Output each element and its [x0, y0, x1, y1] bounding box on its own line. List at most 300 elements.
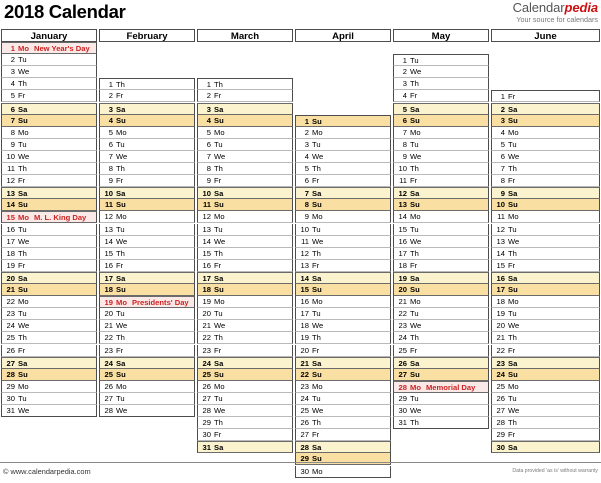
day-cell[interactable] [491, 236, 600, 248]
day-cell[interactable] [1, 66, 97, 78]
day-cell[interactable] [197, 248, 293, 260]
day-cell[interactable] [1, 54, 97, 66]
day-cell[interactable] [295, 211, 391, 223]
day-cell[interactable] [393, 393, 489, 405]
day-number: 23 [300, 381, 309, 391]
day-number: 14 [104, 236, 113, 246]
day-cell[interactable] [1, 78, 97, 90]
day-cell[interactable] [197, 345, 293, 357]
day-number: 3 [206, 104, 211, 114]
day-cell[interactable] [197, 103, 293, 115]
day-cell[interactable] [197, 393, 293, 405]
day-cell[interactable] [197, 417, 293, 429]
day-cell[interactable] [393, 115, 489, 127]
day-cell[interactable] [393, 248, 489, 260]
day-of-week: Th [508, 248, 517, 258]
day-number: 19 [300, 333, 309, 343]
day-number: 24 [496, 369, 505, 379]
day-number: 9 [304, 212, 309, 222]
day-cell[interactable] [393, 224, 489, 236]
day-cell[interactable] [99, 163, 195, 175]
day-number: 14 [398, 212, 407, 222]
day-number: 24 [6, 321, 15, 331]
day-cell[interactable] [393, 284, 489, 296]
day-cell[interactable] [1, 42, 97, 54]
day-cell[interactable] [99, 224, 195, 236]
day-cell[interactable] [491, 345, 600, 357]
day-number: 9 [500, 189, 505, 199]
day-cell[interactable] [393, 405, 489, 417]
brand-tagline: Your source for calendars [516, 14, 598, 24]
day-number: 9 [108, 176, 113, 186]
day-number: 13 [398, 200, 407, 210]
day-cell[interactable] [295, 199, 391, 211]
day-cell[interactable] [1, 90, 97, 102]
day-of-week: Th [214, 80, 223, 90]
day-cell[interactable] [393, 199, 489, 211]
day-cell[interactable] [295, 175, 391, 187]
day-cell[interactable] [295, 236, 391, 248]
day-cell[interactable] [491, 163, 600, 175]
day-cell[interactable] [491, 320, 600, 332]
day-cell[interactable] [1, 103, 97, 115]
day-cell[interactable] [491, 151, 600, 163]
day-cell[interactable] [491, 332, 600, 344]
day-of-week: Sa [116, 189, 126, 199]
day-number: 16 [398, 236, 407, 246]
day-cell[interactable] [99, 90, 195, 102]
copyright-text[interactable]: © www.calendarpedia.com [3, 467, 91, 476]
day-number: 26 [300, 418, 309, 428]
day-number: 21 [398, 297, 407, 307]
day-of-week: Mo [116, 298, 127, 308]
day-of-week: Th [410, 333, 419, 343]
day-cell[interactable] [295, 187, 391, 199]
day-number: 4 [402, 91, 407, 101]
day-cell[interactable] [1, 175, 97, 187]
day-cell[interactable] [197, 115, 293, 127]
day-cell[interactable] [197, 332, 293, 344]
day-cell[interactable] [295, 405, 391, 417]
day-of-week: Tu [18, 139, 27, 149]
day-cell[interactable] [99, 393, 195, 405]
day-number: 5 [304, 164, 309, 173]
day-number: 4 [108, 115, 113, 125]
day-cell[interactable] [1, 308, 97, 320]
day-cell[interactable] [491, 90, 600, 102]
day-of-week: Fr [18, 91, 26, 101]
day-of-week: Mo [312, 212, 323, 222]
day-cell[interactable] [393, 187, 489, 199]
day-cell[interactable] [393, 272, 489, 284]
day-cell[interactable] [197, 139, 293, 151]
day-cell[interactable] [1, 139, 97, 151]
day-cell[interactable] [491, 441, 600, 453]
day-list [491, 42, 600, 458]
month-header-april: April [295, 29, 391, 42]
day-number: 11 [301, 236, 309, 246]
day-cell[interactable] [393, 296, 489, 308]
day-number: 21 [6, 285, 15, 294]
day-cell[interactable] [99, 199, 195, 211]
day-number: 24 [202, 358, 211, 368]
day-cell[interactable] [99, 357, 195, 369]
day-cell[interactable] [197, 151, 293, 163]
day-cell[interactable] [393, 90, 489, 102]
day-list [295, 42, 391, 476]
day-of-week: Tu [508, 309, 517, 319]
day-cell[interactable] [197, 199, 293, 211]
day-list [99, 42, 195, 458]
day-of-week: Tu [116, 224, 125, 234]
day-cell[interactable] [393, 308, 489, 320]
day-cell[interactable] [295, 357, 391, 369]
month-header-may: May [393, 29, 489, 42]
day-cell[interactable] [99, 127, 195, 139]
day-cell[interactable] [99, 260, 195, 272]
day-cell[interactable] [295, 127, 391, 139]
day-cell[interactable] [99, 381, 195, 393]
day-cell[interactable] [1, 151, 97, 163]
day-of-week: Tu [312, 393, 321, 403]
day-cell[interactable] [197, 236, 293, 248]
day-cell[interactable] [1, 345, 97, 357]
day-number: 22 [202, 333, 211, 343]
day-cell[interactable] [393, 175, 489, 187]
day-cell[interactable] [491, 187, 600, 199]
brand-name-primary: Calendar [512, 0, 565, 15]
day-cell[interactable] [1, 296, 97, 308]
day-cell[interactable] [99, 272, 195, 284]
day-cell[interactable] [295, 296, 391, 308]
day-of-week: Tu [214, 139, 223, 149]
day-cell[interactable] [393, 127, 489, 139]
day-number: 24 [398, 333, 407, 343]
day-cell[interactable] [491, 139, 600, 151]
day-number: 29 [398, 393, 407, 403]
day-cell[interactable] [491, 284, 600, 296]
day-cell[interactable] [197, 175, 293, 187]
day-cell[interactable] [295, 308, 391, 320]
day-of-week: We [214, 151, 226, 161]
day-cell[interactable] [99, 405, 195, 417]
day-number: 14 [300, 273, 309, 283]
day-number: 26 [202, 381, 211, 391]
day-cell[interactable] [295, 345, 391, 357]
day-cell[interactable] [197, 224, 293, 236]
day-number: 6 [402, 115, 407, 125]
day-cell[interactable] [99, 139, 195, 151]
day-of-week: We [18, 236, 30, 246]
day-of-week: Su [116, 200, 126, 210]
day-cell[interactable] [1, 405, 97, 417]
day-list [197, 42, 293, 458]
day-cell[interactable] [393, 211, 489, 223]
day-cell[interactable] [491, 115, 600, 127]
day-cell[interactable] [99, 369, 195, 381]
day-cell[interactable] [393, 369, 489, 381]
day-number: 1 [10, 44, 15, 53]
day-cell[interactable] [99, 345, 195, 357]
day-cell[interactable] [197, 78, 293, 90]
day-cell[interactable] [295, 320, 391, 332]
day-cell[interactable] [295, 369, 391, 381]
month-column-may [392, 29, 490, 458]
day-cell[interactable] [491, 248, 600, 260]
day-cell[interactable] [99, 103, 195, 115]
month-column-april [294, 29, 392, 476]
day-cell[interactable] [99, 175, 195, 187]
day-cell[interactable] [491, 211, 600, 223]
day-of-week: Mo [214, 381, 225, 391]
day-cell[interactable] [393, 78, 489, 90]
day-cell[interactable] [491, 296, 600, 308]
day-number: 29 [6, 381, 15, 391]
day-number: 4 [500, 127, 505, 137]
day-cell[interactable] [393, 357, 489, 369]
day-of-week: Mo [508, 381, 519, 391]
day-cell[interactable] [393, 417, 489, 429]
day-cell[interactable] [295, 151, 391, 163]
day-cell[interactable] [491, 103, 600, 115]
month-header-january: January [1, 29, 97, 42]
day-cell[interactable] [393, 236, 489, 248]
day-cell[interactable] [197, 405, 293, 417]
day-of-week: Fr [508, 260, 516, 270]
day-cell[interactable] [1, 369, 97, 381]
day-of-week: Su [214, 369, 224, 379]
day-number: 14 [6, 200, 15, 210]
day-cell[interactable] [1, 224, 97, 236]
day-of-week: Mo [18, 297, 29, 307]
day-cell[interactable] [1, 260, 97, 272]
day-cell[interactable] [295, 248, 391, 260]
day-cell[interactable] [197, 163, 293, 175]
day-of-week: Sa [214, 189, 224, 199]
day-cell[interactable] [1, 284, 97, 296]
day-cell[interactable] [99, 187, 195, 199]
day-cell[interactable] [1, 393, 97, 405]
page-title: 2018 Calendar [4, 1, 126, 22]
day-cell[interactable] [295, 260, 391, 272]
day-cell[interactable] [295, 272, 391, 284]
day-cell[interactable] [491, 224, 600, 236]
day-of-week: We [214, 406, 226, 415]
day-of-week: We [116, 406, 128, 415]
day-cell[interactable] [491, 308, 600, 320]
day-cell[interactable] [491, 199, 600, 211]
day-number: 8 [402, 139, 407, 149]
day-cell[interactable] [491, 393, 600, 405]
day-of-week: Mo [214, 127, 225, 137]
day-of-week: Tu [410, 56, 419, 66]
day-of-week: Su [116, 285, 126, 294]
day-cell[interactable] [1, 187, 97, 199]
day-list [1, 42, 97, 458]
day-cell[interactable] [393, 139, 489, 151]
day-cell[interactable] [197, 320, 293, 332]
day-cell[interactable] [295, 417, 391, 429]
day-number: 26 [398, 358, 407, 368]
day-cell[interactable] [393, 332, 489, 344]
day-number: 17 [202, 273, 211, 283]
day-of-week: Tu [116, 309, 125, 319]
day-number: 24 [104, 358, 113, 368]
day-of-week: Tu [214, 309, 223, 319]
day-number: 22 [300, 369, 309, 379]
day-cell[interactable] [197, 429, 293, 441]
day-cell[interactable] [197, 296, 293, 308]
day-of-week: Mo [312, 127, 323, 137]
day-number: 31 [202, 443, 211, 453]
day-cell[interactable] [295, 429, 391, 441]
day-number: 19 [6, 260, 15, 270]
day-of-week: Fr [508, 430, 516, 440]
day-cell[interactable] [393, 260, 489, 272]
day-cell[interactable] [197, 187, 293, 199]
day-of-week: Mo [508, 297, 519, 307]
day-number: 18 [398, 260, 407, 270]
month-header-june: June [491, 29, 600, 42]
day-cell[interactable] [99, 284, 195, 296]
day-cell[interactable] [1, 357, 97, 369]
day-cell[interactable] [197, 260, 293, 272]
day-cell[interactable] [197, 127, 293, 139]
day-cell[interactable] [1, 127, 97, 139]
day-cell[interactable] [99, 211, 195, 223]
day-of-week: Tu [116, 393, 125, 403]
day-cell[interactable] [393, 345, 489, 357]
day-cell[interactable] [295, 441, 391, 453]
calendarpedia-logo[interactable] [513, 1, 598, 23]
day-cell[interactable] [393, 54, 489, 66]
day-cell[interactable] [491, 260, 600, 272]
day-cell[interactable] [99, 236, 195, 248]
day-cell[interactable] [197, 381, 293, 393]
day-cell[interactable] [197, 308, 293, 320]
day-cell[interactable] [295, 115, 391, 127]
day-number: 30 [6, 393, 15, 403]
day-of-week: Su [508, 285, 518, 294]
day-cell[interactable] [197, 357, 293, 369]
day-number: 28 [6, 369, 15, 379]
day-cell[interactable] [1, 248, 97, 260]
day-cell[interactable] [491, 175, 600, 187]
day-cell[interactable] [491, 369, 600, 381]
day-cell[interactable] [393, 103, 489, 115]
day-cell[interactable] [99, 78, 195, 90]
day-number: 12 [496, 224, 505, 234]
day-cell[interactable] [1, 332, 97, 344]
day-number: 27 [398, 369, 407, 379]
day-cell[interactable] [1, 320, 97, 332]
day-cell[interactable] [295, 332, 391, 344]
day-cell[interactable] [197, 441, 293, 453]
day-cell[interactable] [1, 115, 97, 127]
day-of-week: Su [18, 369, 28, 379]
day-cell[interactable] [491, 357, 600, 369]
day-cell[interactable] [295, 284, 391, 296]
day-cell[interactable] [295, 139, 391, 151]
day-cell[interactable] [1, 199, 97, 211]
day-cell[interactable] [197, 284, 293, 296]
day-cell[interactable] [197, 369, 293, 381]
day-number: 18 [6, 248, 15, 258]
day-cell[interactable] [1, 272, 97, 284]
day-number: 16 [6, 224, 15, 234]
day-cell[interactable] [295, 393, 391, 405]
day-number: 21 [496, 333, 505, 343]
day-cell[interactable] [1, 163, 97, 175]
day-of-week: Sa [508, 189, 518, 199]
day-of-week: Tu [508, 393, 517, 403]
day-cell[interactable] [393, 381, 489, 393]
day-cell[interactable] [491, 405, 600, 417]
day-cell[interactable] [99, 332, 195, 344]
day-number: 13 [202, 224, 211, 234]
day-cell[interactable] [491, 127, 600, 139]
day-cell[interactable] [491, 381, 600, 393]
day-of-week: Fr [116, 176, 124, 186]
day-cell[interactable] [197, 90, 293, 102]
day-cell[interactable] [99, 296, 195, 308]
day-cell[interactable] [393, 151, 489, 163]
day-of-week: Su [508, 369, 518, 379]
day-cell[interactable] [295, 224, 391, 236]
day-of-week: Su [508, 200, 518, 210]
day-cell[interactable] [491, 429, 600, 441]
day-of-week: Fr [116, 260, 124, 270]
day-cell[interactable] [393, 320, 489, 332]
day-cell[interactable] [197, 211, 293, 223]
day-of-week: Tu [410, 393, 419, 403]
day-number: 25 [398, 345, 407, 355]
day-cell[interactable] [1, 381, 97, 393]
day-of-week: Tu [214, 224, 223, 234]
day-cell[interactable] [295, 381, 391, 393]
day-number: 6 [108, 139, 113, 149]
day-number: 9 [402, 151, 407, 161]
day-number: 8 [10, 127, 15, 137]
day-of-week: Su [18, 285, 28, 294]
day-of-week: We [116, 151, 128, 161]
day-cell[interactable] [491, 272, 600, 284]
day-number: 8 [500, 176, 505, 186]
day-cell[interactable] [1, 236, 97, 248]
day-cell[interactable] [99, 320, 195, 332]
day-number: 11 [399, 176, 407, 186]
day-number: 1 [402, 56, 407, 66]
day-number: 20 [496, 321, 505, 331]
day-cell[interactable] [295, 163, 391, 175]
day-cell[interactable] [1, 211, 97, 223]
day-cell[interactable] [99, 115, 195, 127]
brand-name-secondary: pedia [564, 0, 598, 15]
day-cell[interactable] [99, 151, 195, 163]
month-header-march: March [197, 29, 293, 42]
day-cell[interactable] [99, 248, 195, 260]
day-cell[interactable] [393, 66, 489, 78]
day-of-week: Sa [410, 189, 420, 199]
day-cell[interactable] [491, 417, 600, 429]
day-cell[interactable] [393, 163, 489, 175]
day-number: 4 [304, 151, 309, 161]
day-of-week: Fr [410, 176, 418, 186]
day-cell[interactable] [197, 272, 293, 284]
day-number: 22 [6, 297, 15, 307]
day-cell[interactable] [99, 308, 195, 320]
day-of-week: We [508, 406, 520, 415]
